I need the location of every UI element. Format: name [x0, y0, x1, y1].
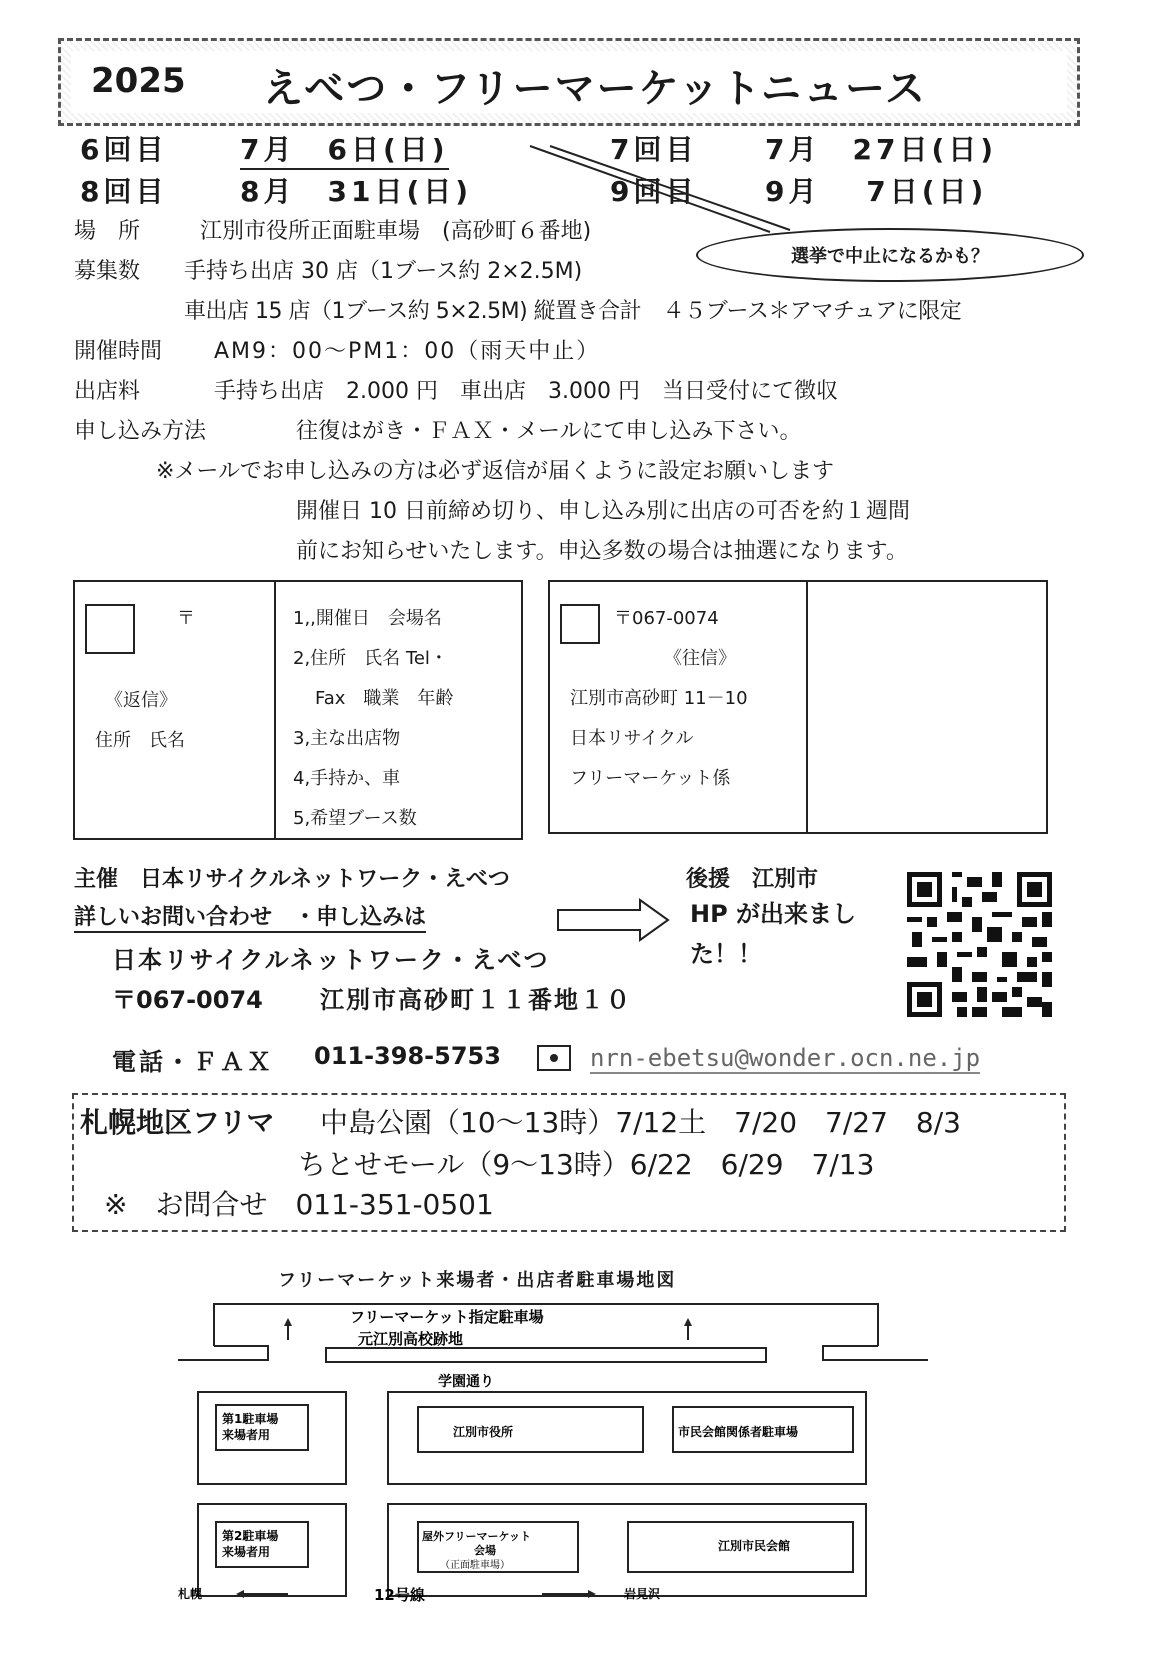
map-lot2-name: 第2駐車場	[222, 1529, 279, 1543]
map-designated-parking: フリーマーケット指定駐車場	[350, 1308, 544, 1326]
apply-label: 申し込み方法	[74, 419, 207, 444]
org-address: 江別市高砂町１１番地１０	[320, 986, 632, 1014]
sapporo-nakajima: 中島公園（10〜13時）7/12土 7/20 7/27 8/3	[320, 1106, 961, 1139]
recruit-hand: 手持ち出店 30 店（1ブース約 2×2.5M)	[184, 259, 583, 284]
recruit-car: 車出店 15 店（1ブース約 5×2.5M) 縦置き合計 ４５ブース＊アマチュアに限定	[184, 299, 962, 324]
note-lottery: 前にお知らせいたします。申込多数の場合は抽選になります。	[296, 539, 908, 564]
reply-item: 2,住所 氏名 Tel・	[293, 648, 448, 669]
map-lot2-use: 来場者用	[222, 1545, 271, 1559]
reply-postcard	[73, 580, 523, 840]
map-lot1-use: 来場者用	[222, 1428, 271, 1442]
reply-item: 4,手持か、車	[293, 768, 401, 789]
schedule-8-round: 8回目	[80, 175, 168, 208]
callout-bubble: 選挙で中止になるかも？	[696, 228, 1084, 282]
mail-icon	[536, 1044, 572, 1072]
map-city-hall: 江別市役所	[453, 1425, 514, 1439]
map-venue-line2: 会場	[474, 1544, 496, 1557]
send-line: 江別市高砂町 11－10	[570, 688, 748, 709]
tel-number: 011-398-5753	[314, 1042, 501, 1070]
map-iwamizawa: 岩見沢	[624, 1587, 661, 1601]
map-sapporo: 札幌	[178, 1587, 203, 1601]
sapporo-inquiry: ※ お問合せ 011-351-0501	[104, 1188, 494, 1221]
send-line: 日本リサイクル	[570, 728, 694, 749]
schedule-7-round: 7回目	[610, 133, 698, 166]
note-deadline: 開催日 10 日前締め切り、申し込み別に出店の可否を約１週間	[296, 499, 910, 524]
reply-postal: 〒	[177, 608, 195, 629]
email-link[interactable]: nrn-ebetsu@wonder.ocn.ne.jp	[590, 1044, 981, 1072]
send-line: フリーマーケット係	[570, 768, 731, 789]
schedule-7-date: 7月 27日(日)	[765, 133, 998, 166]
send-label: 《往信》	[664, 648, 736, 669]
tel-label: 電話・ＦＡＸ	[112, 1048, 274, 1076]
fee-value: 手持ち出店 2.000 円 車出店 3.000 円 当日受付にて徴収	[214, 379, 838, 404]
schedule-6-date: 7月 6日(日)	[240, 128, 449, 170]
map-school-site: 元江別高校跡地	[358, 1330, 464, 1348]
place-value: 江別市役所正面駐車場 (高砂町６番地)	[200, 219, 592, 244]
reply-item: 5,希望ブース数	[293, 808, 417, 829]
schedule-6-round: 6回目	[80, 133, 168, 166]
fee-label: 出店料	[74, 379, 141, 404]
sapporo-fleamarket-box	[72, 1093, 1066, 1232]
map-venue-line1: 屋外フリーマーケット	[422, 1530, 532, 1543]
stamp-box	[560, 604, 600, 644]
sapporo-chitose: ちとせモール（9〜13時）6/22 6/29 7/13	[298, 1148, 875, 1181]
org-name: 日本リサイクルネットワーク・えべつ	[112, 946, 550, 974]
stamp-box	[85, 604, 135, 654]
recruit-label: 募集数	[74, 259, 141, 284]
reply-divider	[274, 582, 276, 838]
reply-item: 3,主な出店物	[293, 728, 401, 749]
schedule-9-date: 9月 7日(日)	[765, 175, 988, 208]
inquiry-heading: 詳しいお問い合わせ ・申し込みは	[74, 900, 426, 933]
org-postal: 〒067-0074	[112, 986, 263, 1014]
sponsor: 主催 日本リサイクルネットワーク・えべつ	[74, 867, 510, 892]
reply-item: 1,,開催日 会場名	[293, 608, 442, 629]
send-divider	[806, 582, 808, 832]
sapporo-label: 札幌地区フリマ	[80, 1106, 275, 1139]
map-route-12: 12号線	[374, 1586, 425, 1604]
hp-notice: HP が出来ました！！	[690, 900, 857, 968]
schedule-9-round: 9回目	[610, 175, 698, 208]
send-postal: 〒067-0074	[614, 608, 719, 629]
map-hall-staff-parking: 市民会館関係者駐車場	[678, 1425, 799, 1439]
hours-value: AM9：00〜PM1：00（雨天中止）	[214, 339, 601, 364]
note-email: ※メールでお申し込みの方は必ず返信が届くように設定お願いします	[156, 459, 834, 484]
arrow-right-icon	[556, 898, 672, 942]
qr-code-icon[interactable]	[907, 872, 1052, 1017]
parking-map	[178, 1292, 928, 1608]
title-year: 2025	[91, 61, 186, 101]
hours-label: 開催時間	[74, 339, 163, 364]
reply-addr-name: 住所 氏名	[95, 730, 185, 751]
place-label: 場 所	[74, 219, 141, 244]
reply-item: Fax 職業 年齢	[315, 688, 454, 709]
support: 後援 江別市	[686, 867, 819, 892]
map-street: 学園通り	[438, 1374, 494, 1390]
map-lot1-name: 第1駐車場	[222, 1412, 279, 1426]
title-text: えべつ・フリーマーケットニュース	[263, 66, 927, 112]
map-civic-hall: 江別市民会館	[718, 1539, 791, 1553]
send-postcard	[548, 580, 1048, 834]
map-venue-line3: （正面駐車場）	[440, 1560, 510, 1571]
map-title: フリーマーケット来場者・出店者駐車場地図	[278, 1270, 677, 1291]
apply-value: 往復はがき・ＦＡＸ・メールにて申し込み下さい。	[296, 419, 802, 444]
reply-label: 《返信》	[105, 690, 177, 711]
schedule-8-date: 8月 31日(日)	[240, 175, 473, 208]
